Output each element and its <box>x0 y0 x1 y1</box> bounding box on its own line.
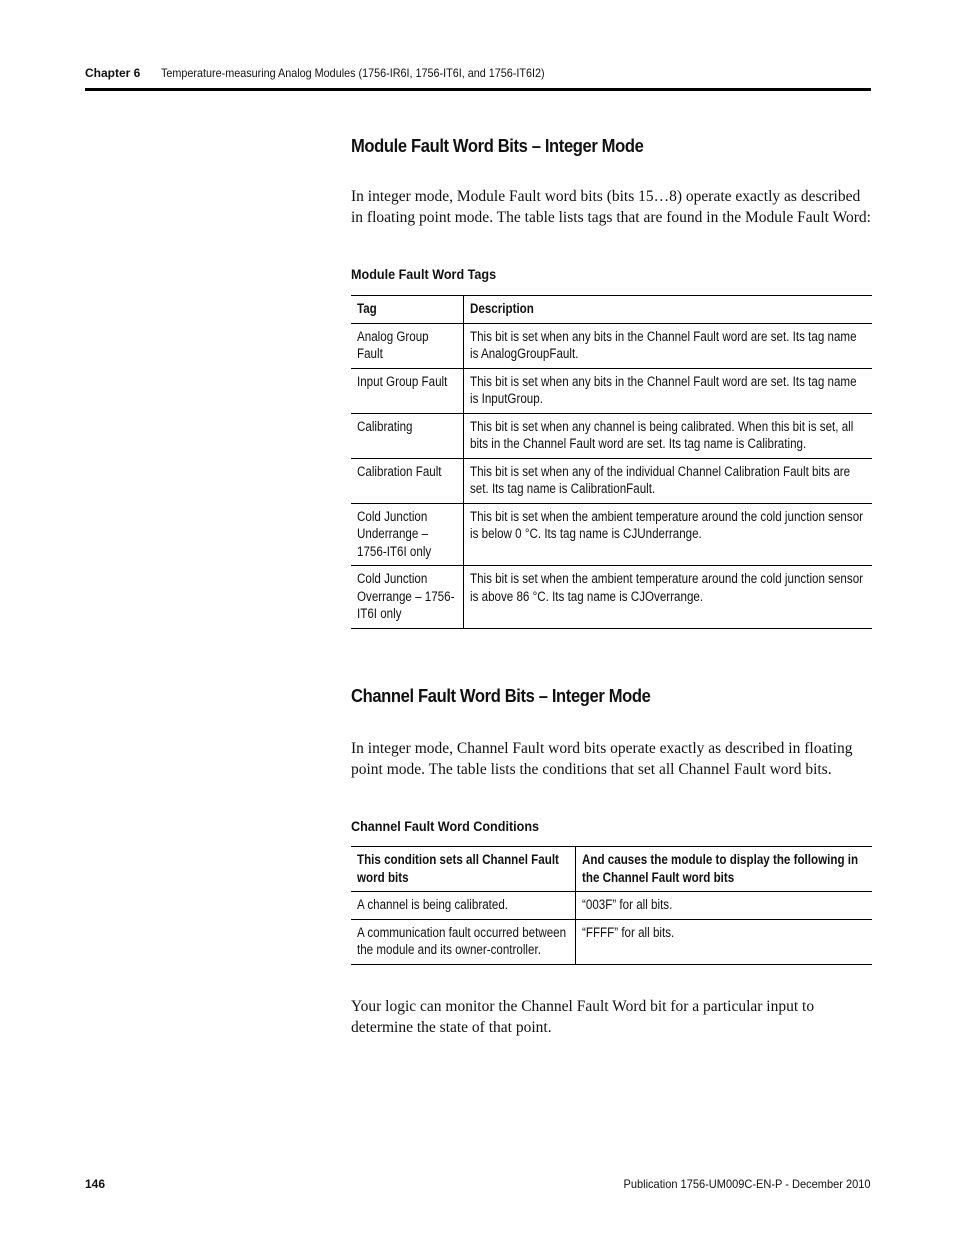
display-cell: “003F” for all bits. <box>576 892 873 920</box>
section-module-fault-intro-wrap <box>351 187 872 228</box>
tag-cell: Cold Junction Overrange – 1756-IT6I only <box>351 566 464 629</box>
section-intro-channel-fault: In integer mode, Channel Fault word bits operate exactly as described in floating point mode. The table lists the conditions that set all Channel Fault word bits. <box>351 740 853 778</box>
table-header-condition: This condition sets all Channel Fault word bits <box>351 847 576 892</box>
closing-wrap <box>351 997 872 1038</box>
table-row <box>351 368 872 413</box>
page-number: 146 <box>85 1177 106 1191</box>
module-fault-table-wrap <box>351 295 872 629</box>
table-caption-channel-fault: Channel Fault Word Conditions <box>351 818 540 834</box>
table-caption-module-fault: Module Fault Word Tags <box>351 266 497 282</box>
section-heading-module-fault: Module Fault Word Bits – Integer Mode <box>351 136 644 156</box>
tag-cell: Calibration Fault <box>351 458 464 503</box>
table-header-tag: Tag <box>351 296 464 324</box>
table-row <box>351 323 872 368</box>
closing-paragraph: Your logic can monitor the Channel Fault Word bit for a particular input to determine the state of that point. <box>351 998 815 1036</box>
table-row <box>351 566 872 629</box>
table-row <box>351 503 872 566</box>
channel-fault-table-wrap <box>351 846 872 965</box>
table-header-description: Description <box>470 301 534 316</box>
running-header <box>85 66 871 80</box>
chapter-title: Temperature-measuring Analog Modules (1756-IR6I, 1756-IT6I, and 1756-IT6I2) <box>161 66 545 80</box>
description-cell: This bit is set when any bits in the Channel Fault word are set. Its tag name is InputGroup. <box>464 368 873 413</box>
table-row <box>351 919 872 964</box>
chapter-label: Chapter 6 <box>85 66 141 80</box>
header-rule <box>85 88 871 91</box>
tag-cell: Analog Group Fault <box>351 323 464 368</box>
publication-info: Publication 1756-UM009C-EN-P - December 2010 <box>623 1177 871 1191</box>
table-header-display: And causes the module to display the following in the Channel Fault word bits <box>576 847 873 892</box>
table-caption-wrap-1 <box>351 266 872 282</box>
display-cell: “FFFF” for all bits. <box>576 919 873 964</box>
module-fault-table <box>351 295 872 629</box>
table-row <box>351 892 872 920</box>
channel-fault-table <box>351 846 872 965</box>
description-cell: This bit is set when the ambient temperature around the cold junction sensor is above 86 °C. Its tag name is CJOverrange. <box>464 566 873 629</box>
table-caption-wrap-2 <box>351 818 872 834</box>
section-channel-fault-intro-wrap <box>351 739 872 780</box>
tag-cell: Calibrating <box>351 413 464 458</box>
tag-cell: Cold Junction Underrange – 1756-IT6I only <box>351 503 464 566</box>
condition-cell: A communication fault occurred between the module and its owner-controller. <box>351 919 576 964</box>
section-heading-channel-fault: Channel Fault Word Bits – Integer Mode <box>351 686 651 706</box>
description-cell: This bit is set when any channel is being calibrated. When this bit is set, all bits in the Channel Fault word are set. Its tag name is Calibrating. <box>464 413 873 458</box>
description-cell: This bit is set when the ambient temperature around the cold junction sensor is below 0 °C. Its tag name is CJUnderrange. <box>464 503 873 566</box>
section-channel-fault <box>351 686 872 707</box>
description-cell: This bit is set when any of the individual Channel Calibration Fault bits are set. Its tag name is CalibrationFault. <box>464 458 873 503</box>
table-row <box>351 413 872 458</box>
table-row <box>351 458 872 503</box>
section-intro-module-fault: In integer mode, Module Fault word bits (bits 15…8) operate exactly as described in floating point mode. The table lists tags that are found in the Module Fault Word: <box>351 188 871 226</box>
description-cell: This bit is set when any bits in the Channel Fault word are set. Its tag name is AnalogGroupFault. <box>464 323 873 368</box>
section-module-fault <box>351 136 872 157</box>
condition-cell: A channel is being calibrated. <box>351 892 576 920</box>
tag-cell: Input Group Fault <box>351 368 464 413</box>
